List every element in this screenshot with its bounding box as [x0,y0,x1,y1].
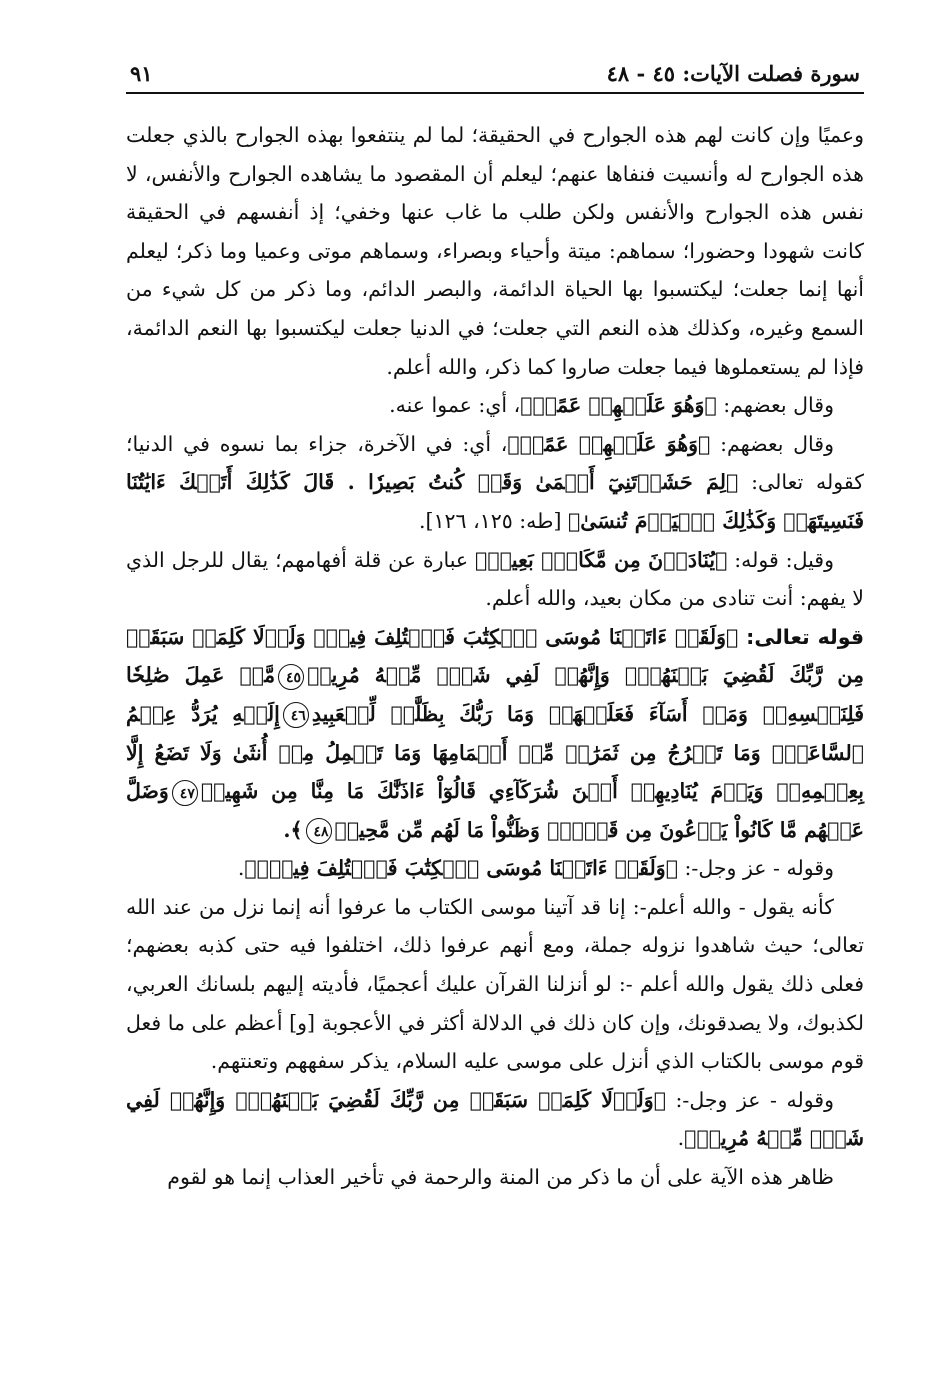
ayah-marker-45: ٤٥ [278,664,304,690]
paragraph-lead-text: وقال بعضهم: [710,431,835,456]
quran-quote: ﴿وَلَقَدۡ ءَاتَيۡنَا مُوسَى ٱلۡكِتَٰبَ فَٱخۡتُلِفَ فِيهِۗ﴾ [244,856,678,881]
verse-45-text: ﴿وَلَقَدۡ ءَاتَيۡنَا مُوسَى ٱلۡكِتَٰبَ فَٱخۡتُلِفَ فِيهِۗ وَلَوۡلَا كَلِمَةٞ سَبَقَتۡ مِن رَّبِّكَ لَقُضِيَ بَيۡنَهُمۡۚ وَإِنَّهُمۡ لَفِي شَكّٖ مِّنۡهُ مُرِيبٖ [126,624,865,688]
quran-quote-secondary: ﴿لِمَ حَشَرۡتَنِيٓ أَعۡمَىٰ وَقَدۡ كُنتُ بَصِيرٗا . قَالَ كَذَٰلِكَ أَتَتۡكَ ءَايَٰتُنَا فَنَسِيتَهَاۖ وَكَذَٰلِكَ ٱلۡيَوۡمَ تُنسَىٰ﴾ [126,470,864,533]
verse-citation: [طه: ١٢٥، ١٢٦]. [418,508,568,533]
verse-block-heading: قوله تعالى: [738,624,864,649]
verse-47-text: إِلَيۡهِ يُرَدُّ عِلۡمُ ٱلسَّاعَةِۚ وَمَا تَخۡرُجُ مِن ثَمَرَٰتٖ مِّنۡ أَكۡمَامِهَا وَمَا تَحۡمِلُ مِنۡ أُنثَىٰ وَلَا تَضَعُ إِلَّا بِعِلۡمِهِۦۚ وَيَوۡمَ يُنَادِيهِمۡ أَيۡنَ شُرَكَآءِي قَالُوٓاْ ءَاذَنَّٰكَ مَا مِنَّا مِن شَهِيدٖ [126,701,864,804]
paragraph-middle-text: ، أي: في الآخرة، جزاء بما نسوه في الدنيا؛ كقوله تعالى: [126,431,864,495]
ayah-marker-46: ٤٦ [283,702,309,728]
paragraph-4 [126,541,864,618]
paragraph-text: وعميًا وإن كانت لهم هذه الجوارح في الحقيقة؛ لما لم ينتفعوا بهذه الجوارح بالذي جعلت هذه الجوارح له وأنسيت فنفاها عنهم؛ ليعلم أن المقصود ما يشاهده الجوارح والأنفس، لا نفس هذه الجوارح والأنفس ولكن طلب ما غاب عنها وخفي؛ إذ أنفسهم في الحقيقة كانت شهودا وحضورا؛ سماهم: ميتة وأحياء وبصراء، وسماهم موتى وعميا وما ذكر؛ ليعلم أنها إنما جعلت؛ ليكتسبوا بها الحياة الدائمة، والبصر الدائم، وما ذكر من كل شيء من السمع وغيره، وكذلك هذه النعم التي جعلت؛ في الدنيا جعلت ليكتسبوا بها النعم الدائمة، فإذا لم يستعملوها فيما جعلت صاروا كما ذكر، والله أعلم. [126,123,864,379]
book-page [126,50,864,1197]
paragraph-lead-text: وقوله - عز وجل-: [666,1087,834,1112]
ayah-marker-47: ٤٧ [172,780,198,806]
paragraph-trailing-text: . [677,1126,685,1151]
paragraph-lead-text: وقال بعضهم: [716,393,834,418]
ayah-marker-48: ٤٨ [306,818,332,844]
paragraph-8 [126,1081,864,1158]
paragraph-2 [126,386,864,425]
paragraph-lead-text: وقوله - عز وجل-: [678,856,834,881]
verse-48-text: وَضَلَّ عَنۡهُم مَّا كَانُواْ يَدۡعُونَ مِن قَبۡلُۖ وَظَنُّواْ مَا لَهُم مِّن مَّحِيصٖ [126,779,864,842]
paragraph-trailing-text: عبارة عن قلة أفهامهم؛ يقال للرجل الذي لا يفهم: أنت تنادى من مكان بعيد، والله أعلم. [126,547,864,611]
verse-block-close: ﴾. [283,817,303,842]
paragraph-7 [126,888,864,1081]
paragraph-text: كأنه يقول - والله أعلم-: إنا قد آتينا موسى الكتاب ما عرفوا أنه إنما نزل من عند الله تعالى؛ حيث شاهدوا نزوله جملة، ومع أنهم عرفوا ذلك، اختلفوا فيه حتى كذبه بعضهم؛ فعلى ذلك يقول والله أعلم -: لو أنزلنا القرآن عليك أعجميًا، فأديته إليهم بلسانك العربي، لكذبوك، ولا يصدقونك، وإن كان ذلك في الدلالة أكثر في الأعجوبة [و] أعظم على ما فعل قوم موسى بالكتاب الذي أنزل على موسى عليه السلام، يذكر سفههم وتعنتهم. [126,894,864,1074]
paragraph-trailing-text: ، أي: عموا عنه. [389,393,521,418]
quran-quote: ﴿يُنَادَوۡنَ مِن مَّكَانِۭ بَعِيدٖ﴾ [475,547,728,572]
quran-quote: ﴿وَهُوَ عَلَيۡهِمۡ عَمًىۚ﴾ [507,431,711,456]
surah-title: سورة فصلت الآيات: ٤٥ - ٤٨ [606,61,860,86]
verse-block-45-48 [126,618,864,850]
paragraph-trailing-text: . [237,856,245,881]
page-number: ٩١ [130,61,153,86]
paragraph-9 [126,1158,864,1197]
quran-quote: ﴿وَهُوَ عَلَيۡهِمۡ عَمًىۚ﴾ [520,393,717,418]
quran-quote: ﴿وَلَوۡلَا كَلِمَةٞ سَبَقَتۡ مِن رَّبِّكَ لَقُضِيَ بَيۡنَهُمۡۚ وَإِنَّهُمۡ لَفِي شَكّٖ مِّنۡهُ مُرِيبٖ﴾ [126,1087,864,1151]
body-text [126,116,864,1197]
paragraph-3 [126,425,864,541]
verse-46-text: مَّنۡ عَمِلَ صَٰلِحٗا فَلِنَفۡسِهِۦۖ وَمَنۡ أَسَآءَ فَعَلَيۡهَاۗ وَمَا رَبُّكَ بِظَلَّٰمٖ لِّلۡعَبِيدِ [126,663,864,726]
paragraph-lead-text: وقيل: قوله: [727,547,834,572]
running-header [126,50,864,94]
paragraph-1 [126,116,864,386]
paragraph-text: ظاهر هذه الآية على أن ما ذكر من المنة والرحمة في تأخير العذاب إنما هو لقوم [167,1165,834,1190]
paragraph-6 [126,849,864,888]
